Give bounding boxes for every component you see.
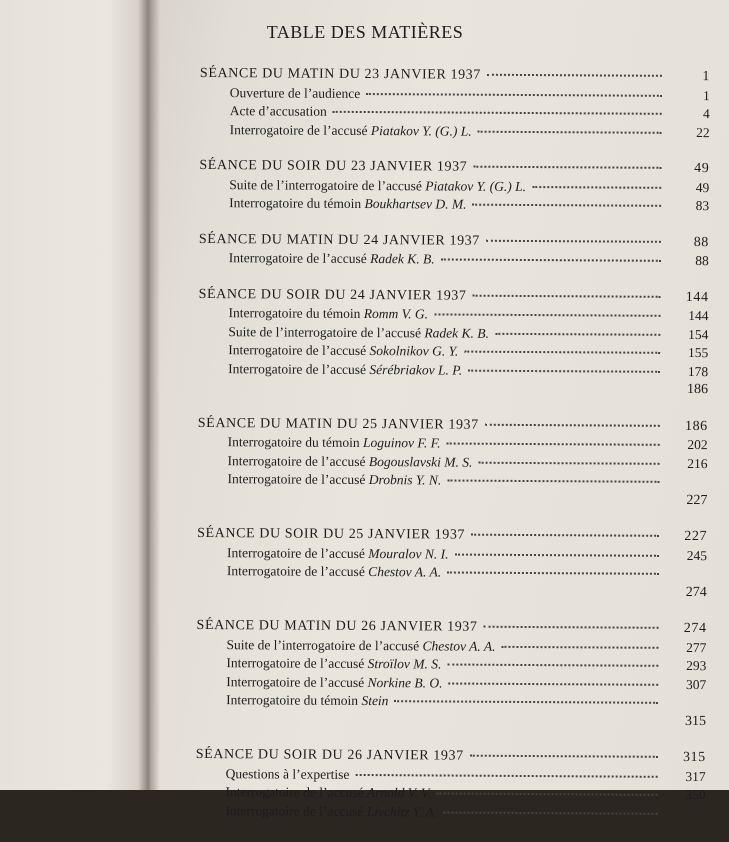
entry-person-name: Stein	[361, 693, 388, 708]
page-number: 88	[667, 234, 709, 250]
page-number: 1	[668, 87, 710, 103]
entry-label	[228, 324, 489, 342]
toc-section	[199, 158, 709, 217]
entry-person-name: Drobnis Y. N.	[369, 472, 442, 487]
page-number: 350	[664, 787, 706, 803]
entry-text: Suite de l’interrogatoire de l’accusé	[226, 637, 419, 653]
entry-label	[228, 434, 441, 451]
page-number: 178	[666, 363, 708, 379]
dot-leader	[366, 92, 662, 97]
page-number: 274	[665, 621, 707, 637]
entry-person-name: Arnold V. V.	[367, 785, 431, 800]
section-heading: SÉANCE DU SOIR DU 24 JANVIER 1937	[199, 286, 467, 304]
entry-label	[227, 471, 441, 488]
dot-leader	[468, 368, 660, 372]
page-number: 49	[667, 161, 709, 177]
section-heading: SÉANCE DU SOIR DU 25 JANVIER 1937	[197, 526, 465, 544]
trailing-page-number-row	[197, 581, 707, 603]
left-page	[0, 0, 150, 790]
entry-text: Interrogatoire du témoin	[228, 434, 360, 450]
toc-entry[interactable]	[195, 802, 705, 824]
dot-leader	[485, 422, 660, 426]
entry-label	[226, 655, 441, 672]
page-number: 186	[666, 418, 708, 434]
table-of-contents	[195, 66, 710, 842]
entry-person-name: Piatakov Y. (G.) L.	[425, 178, 526, 194]
page-number: 277	[664, 639, 706, 655]
page-number: 22	[668, 124, 710, 140]
entry-text: Interrogatoire de l’accusé	[230, 122, 368, 138]
section-heading: SÉANCE DU MATIN DU 23 JANVIER 1937	[200, 66, 481, 84]
entry-text: Suite de l’interrogatoire de l’accusé	[229, 177, 422, 193]
entry-text: Ouverture de l’audience	[230, 85, 361, 101]
dot-leader	[478, 129, 662, 133]
entry-person-name: Sérébriakov L. P.	[369, 362, 462, 378]
entry-person-name: Romm V. G.	[364, 306, 428, 321]
entry-label	[228, 342, 458, 359]
dot-leader	[447, 571, 659, 575]
dot-leader	[473, 165, 661, 169]
page-number: 4	[668, 106, 710, 122]
page-number: 144	[666, 308, 708, 324]
page-number: 155	[666, 345, 708, 361]
entry-person-name: Radek K. B.	[424, 325, 489, 340]
entry-person-name: Sokolnikov G. Y.	[370, 343, 459, 359]
entry-text: Questions à l’expertise	[226, 766, 350, 782]
entry-text: Interrogatoire de l’accusé	[228, 342, 366, 358]
entry-text: Interrogatoire de l’accusé	[227, 563, 365, 579]
dot-leader	[471, 533, 659, 537]
dot-leader	[441, 257, 661, 261]
entry-person-name: Bogouslavski M. S.	[369, 454, 473, 470]
section-heading: SÉANCE DU SOIR DU 26 JANVIER 1937	[196, 747, 464, 765]
entry-text: Interrogatoire de l’accusé	[226, 784, 364, 800]
entry-text: Interrogatoire de l’accusé	[228, 453, 366, 469]
page-number: 307	[664, 676, 706, 692]
dot-leader	[473, 293, 661, 297]
entry-text: Interrogatoire du témoin	[229, 195, 361, 211]
page-number: 49	[667, 179, 709, 195]
trailing-page-number-row	[197, 489, 707, 511]
entry-label	[230, 85, 361, 102]
entry-person-name: Piatakov Y. (G.) L.	[371, 123, 472, 139]
page-number: 83	[667, 198, 709, 214]
entry-person-name: Livchitz Y. A.	[367, 804, 438, 819]
entry-person-name: Stroïlov M. S.	[368, 656, 442, 671]
dot-leader	[443, 810, 657, 814]
toc-section	[200, 66, 710, 143]
dot-leader	[449, 681, 659, 685]
toc-entry[interactable]	[199, 195, 709, 217]
entry-text: Interrogatoire de l’accusé	[226, 655, 364, 671]
entry-text: Interrogatoire de l’accusé	[228, 361, 366, 377]
page-title: TABLE DES MATIÈRES	[215, 22, 515, 43]
entry-label	[229, 250, 435, 267]
toc-section	[197, 415, 708, 511]
dot-leader	[447, 442, 660, 446]
section-heading: SÉANCE DU MATIN DU 24 JANVIER 1937	[199, 231, 480, 249]
book-gutter	[138, 0, 160, 790]
entry-label	[226, 784, 431, 801]
section-heading: SÉANCE DU MATIN DU 25 JANVIER 1937	[198, 415, 479, 433]
entry-label	[228, 361, 462, 378]
entry-label	[230, 103, 327, 120]
dot-leader	[464, 350, 660, 354]
dot-leader	[472, 203, 661, 207]
dot-leader	[434, 312, 660, 316]
toc-section	[196, 618, 707, 732]
dot-leader	[394, 699, 658, 704]
entry-label	[228, 305, 428, 322]
page-number: 293	[664, 658, 706, 674]
entry-text: Interrogatoire de l’accusé	[227, 471, 365, 487]
toc-section	[197, 526, 707, 603]
entry-label	[227, 545, 449, 562]
toc-section	[198, 286, 709, 400]
entry-person-name: Norkine B. O.	[367, 675, 442, 690]
entry-person-name: Chestov A. A.	[422, 638, 495, 653]
toc-entry[interactable]	[200, 121, 710, 143]
page-number: 88	[667, 253, 709, 269]
entry-person-name: Chestov A. A.	[368, 564, 441, 579]
trailing-page-number-row	[196, 710, 706, 732]
page-number: 274	[665, 584, 707, 600]
dot-leader	[447, 479, 659, 483]
page-number: 317	[664, 768, 706, 784]
entry-text: Acte d’accusation	[230, 103, 327, 119]
page-number: 315	[664, 750, 706, 766]
section-heading: SÉANCE DU MATIN DU 26 JANVIER 1937	[197, 618, 478, 636]
entry-label	[230, 122, 472, 139]
dot-leader	[470, 754, 658, 758]
dot-leader	[495, 331, 660, 335]
page-number: 154	[666, 326, 708, 342]
trailing-page-number-row	[198, 379, 708, 401]
entry-text: Interrogatoire du témoin	[228, 305, 360, 321]
toc-section	[199, 231, 709, 271]
entry-label	[227, 563, 441, 580]
dot-leader	[355, 772, 657, 777]
dot-leader	[502, 644, 659, 648]
dot-leader	[532, 185, 661, 189]
entry-label	[229, 195, 466, 212]
entry-person-name: Boukhartsev D. M.	[364, 196, 466, 212]
entry-text: Interrogatoire de l’accusé	[226, 674, 364, 690]
entry-text: Interrogatoire de l’accusé	[229, 250, 367, 266]
section-heading: SÉANCE DU SOIR DU 23 JANVIER 1937	[199, 158, 467, 176]
entry-label	[225, 803, 437, 820]
entry-person-name: Mouralov N. I.	[368, 546, 448, 561]
entry-person-name: Loguinov F. F.	[363, 435, 441, 450]
entry-label	[229, 177, 526, 195]
dot-leader	[486, 238, 661, 242]
dot-leader	[333, 110, 662, 115]
entry-label	[228, 453, 473, 470]
dot-leader	[455, 552, 659, 556]
page-number: 227	[665, 529, 707, 545]
page-number: 202	[666, 437, 708, 453]
entry-text: Suite de l’interrogatoire de l’accusé	[228, 324, 421, 340]
entry-label	[226, 674, 442, 691]
dot-leader	[478, 460, 659, 464]
dot-leader	[487, 73, 662, 77]
entry-label	[226, 637, 495, 655]
page-number: 1	[668, 69, 710, 85]
toc-section	[195, 747, 705, 824]
page-number: 144	[667, 289, 709, 305]
page-number: 186	[666, 382, 708, 398]
entry-text: Interrogatoire de l’accusé	[225, 803, 363, 819]
toc-entry[interactable]	[199, 250, 709, 272]
page-number: 245	[665, 547, 707, 563]
dot-leader	[437, 791, 658, 795]
page-number: 216	[666, 455, 708, 471]
page-number: 227	[665, 492, 707, 508]
dot-leader	[447, 663, 658, 667]
entry-person-name: Radek K. B.	[370, 251, 435, 266]
page-number: 315	[664, 713, 706, 729]
entry-text: Interrogatoire du témoin	[226, 692, 358, 708]
entry-label	[226, 766, 350, 783]
entry-text: Interrogatoire de l’accusé	[227, 545, 365, 561]
dot-leader	[484, 625, 659, 629]
entry-label	[226, 692, 388, 709]
